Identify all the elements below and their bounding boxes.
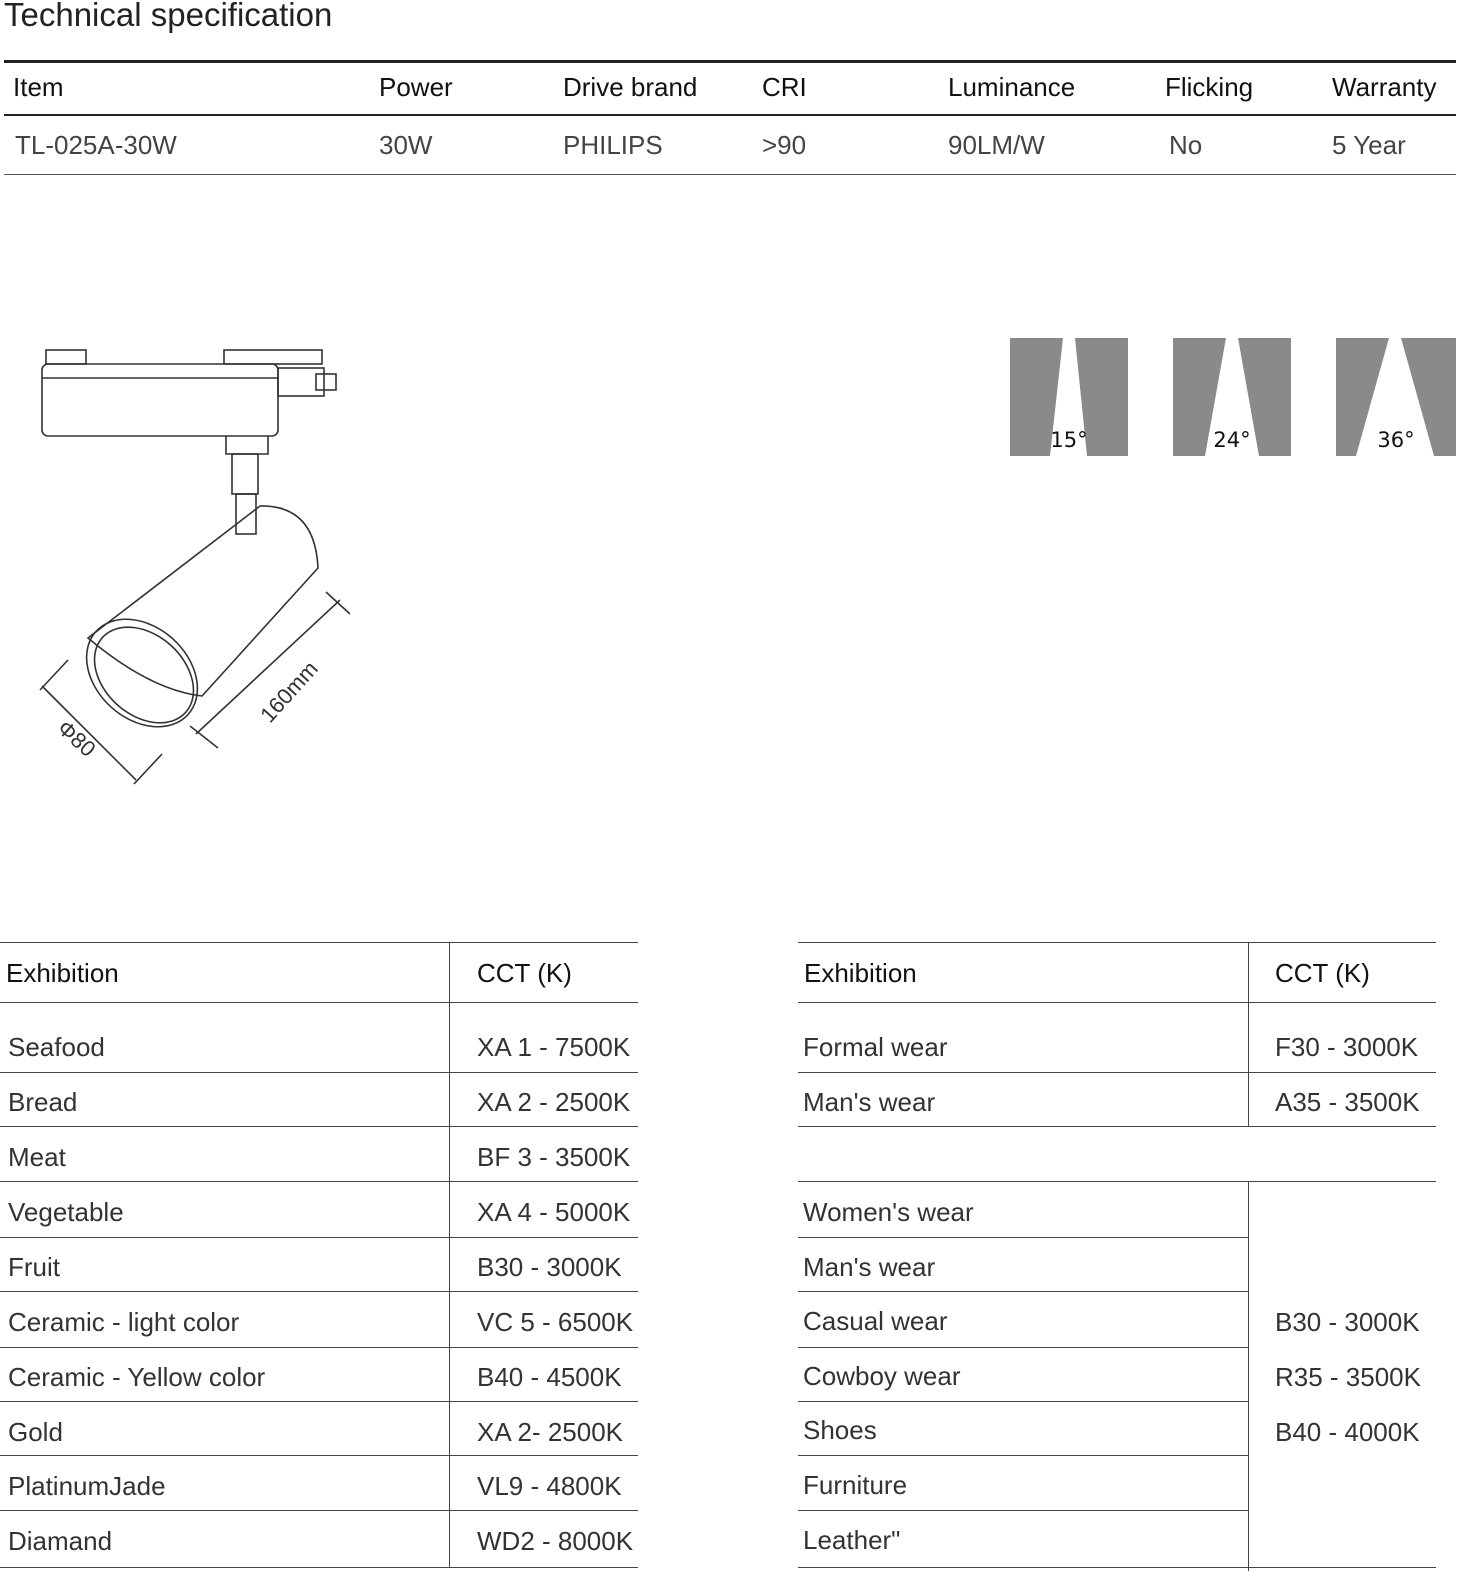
spec-header-luminance: Luminance <box>948 72 1076 102</box>
left-row-exhibition: Ceramic - Yellow color <box>8 1362 266 1392</box>
beam-15-icon <box>1010 338 1128 456</box>
right-row-exhibition: Man's wear <box>803 1087 936 1117</box>
right-table-rule <box>798 1291 1248 1292</box>
left-row-exhibition: Gold <box>8 1417 63 1447</box>
cylinder-body <box>88 506 318 696</box>
right-table-rule <box>798 1002 1436 1003</box>
right-group-cct: B30 - 3000K <box>1275 1307 1420 1337</box>
left-row-cct: XA 1 - 7500K <box>477 1032 631 1062</box>
spec-header-item: Item <box>13 72 64 102</box>
left-header-exhibition: Exhibition <box>6 958 119 988</box>
beam-36-label: 36° <box>1377 428 1415 452</box>
beam-24-label: 24° <box>1213 428 1251 452</box>
left-row-cct: VL9 - 4800K <box>477 1471 622 1501</box>
left-row-cct: B40 - 4500K <box>477 1362 622 1392</box>
right-group-item: Shoes <box>803 1415 877 1445</box>
adapter-latch <box>224 350 322 364</box>
left-row-exhibition: Diamand <box>8 1526 113 1556</box>
right-group-item: Casual wear <box>803 1306 948 1336</box>
right-group-item: Women's wear <box>803 1197 974 1227</box>
left-row-cct: B30 - 3000K <box>477 1252 622 1282</box>
right-table-rule <box>798 1237 1248 1238</box>
beam-36-icon <box>1336 338 1456 456</box>
left-row-exhibition: PlatinumJade <box>8 1471 166 1501</box>
left-row-exhibition: Meat <box>8 1142 66 1172</box>
beam-angle-icons <box>1010 338 1456 456</box>
left-table-rule <box>0 1291 638 1292</box>
left-table-rule <box>0 1401 638 1402</box>
spec-value-flicking: No <box>1169 130 1203 160</box>
right-table-rule <box>798 1455 1248 1456</box>
left-table-rule <box>0 1237 638 1238</box>
diameter-label: Φ80 <box>52 715 101 762</box>
stem-base <box>226 436 268 454</box>
diameter-dimension-tick-b <box>134 754 162 784</box>
right-table-rule <box>798 1510 1248 1511</box>
spec-value-drive-brand: PHILIPS <box>563 130 663 160</box>
stem-neck <box>232 454 258 494</box>
spec-header-cri: CRI <box>762 72 807 102</box>
right-table-divider <box>1248 942 1249 1126</box>
track-light-drawing <box>30 330 350 790</box>
left-table-rule <box>0 1567 638 1568</box>
spec-value-luminance: 90LM/W <box>948 130 1045 160</box>
spec-header-flicking: Flicking <box>1165 72 1254 102</box>
diameter-dimension-tick-a <box>40 660 68 690</box>
left-row-exhibition: Ceramic - light color <box>8 1307 240 1337</box>
right-group-item: Leather" <box>803 1525 901 1555</box>
spec-value-cri: >90 <box>762 130 807 160</box>
left-row-cct: BF 3 - 3500K <box>477 1142 631 1172</box>
left-table-rule <box>0 1510 638 1511</box>
right-table-rule <box>798 1401 1248 1402</box>
right-table-rule <box>798 1347 1248 1348</box>
left-table-rule <box>0 1126 638 1127</box>
right-group-cct: R35 - 3500K <box>1275 1362 1421 1392</box>
right-table-rule <box>798 1072 1436 1073</box>
spec-value-warranty: 5 Year <box>1332 130 1406 160</box>
left-row-cct: XA 2 - 2500K <box>477 1087 631 1117</box>
left-row-cct: WD2 - 8000K <box>477 1526 634 1556</box>
beam-15-label: 15° <box>1050 428 1088 452</box>
right-group-cct: B40 - 4000K <box>1275 1417 1420 1447</box>
left-row-exhibition: Seafood <box>8 1032 105 1062</box>
stem-arm <box>236 494 256 534</box>
left-row-exhibition: Bread <box>8 1087 78 1117</box>
left-table-rule <box>0 1347 638 1348</box>
length-label: 160mm <box>255 656 323 728</box>
left-row-exhibition: Fruit <box>8 1252 60 1282</box>
right-row-cct: F30 - 3000K <box>1275 1032 1419 1062</box>
right-header-exhibition: Exhibition <box>804 958 917 988</box>
spec-rule-mid <box>4 114 1456 116</box>
right-cct-table <box>798 942 1436 1572</box>
adapter-tab <box>316 374 336 390</box>
right-table-rule <box>798 1181 1436 1182</box>
right-group-item: Man's wear <box>803 1252 936 1282</box>
adapter-clip <box>46 350 86 364</box>
left-table-rule <box>0 942 638 943</box>
left-row-exhibition: Vegetable <box>8 1197 124 1227</box>
left-cct-table <box>0 942 638 1572</box>
spec-header-power: Power <box>379 72 453 102</box>
left-header-cct: CCT (K) <box>477 958 572 988</box>
right-table-rule <box>798 1126 1436 1127</box>
spec-value-item: TL-025A-30W <box>15 130 177 160</box>
page-title: Technical specification <box>4 0 333 33</box>
left-table-divider <box>449 942 450 1568</box>
right-table-divider <box>1248 1181 1249 1571</box>
spec-rule-top <box>4 60 1456 63</box>
right-group-item: Furniture <box>803 1470 908 1500</box>
left-table-rule <box>0 1072 638 1073</box>
spec-header-drive-brand: Drive brand <box>563 72 698 102</box>
right-row-exhibition: Formal wear <box>803 1032 948 1062</box>
right-table-rule <box>798 1567 1436 1568</box>
spec-value-power: 30W <box>379 130 433 160</box>
left-table-rule <box>0 1455 638 1456</box>
length-dimension-tick-a <box>190 726 218 748</box>
cylinder-front-rim <box>65 597 219 748</box>
cylinder-front-lens <box>76 608 213 742</box>
left-table-rule <box>0 1002 638 1003</box>
right-group-item: Cowboy wear <box>803 1361 961 1391</box>
spec-header-warranty: Warranty <box>1332 72 1437 102</box>
adapter-connector <box>278 368 324 396</box>
left-table-rule <box>0 1181 638 1182</box>
left-row-cct: VC 5 - 6500K <box>477 1307 634 1337</box>
adapter-body <box>42 364 278 436</box>
right-row-cct: A35 - 3500K <box>1275 1087 1420 1117</box>
right-header-cct: CCT (K) <box>1275 958 1370 988</box>
beam-24-icon <box>1173 338 1291 456</box>
right-table-rule <box>798 942 1436 943</box>
left-row-cct: XA 4 - 5000K <box>477 1197 631 1227</box>
spec-rule-bottom <box>4 174 1456 175</box>
left-row-cct: XA 2- 2500K <box>477 1417 623 1447</box>
